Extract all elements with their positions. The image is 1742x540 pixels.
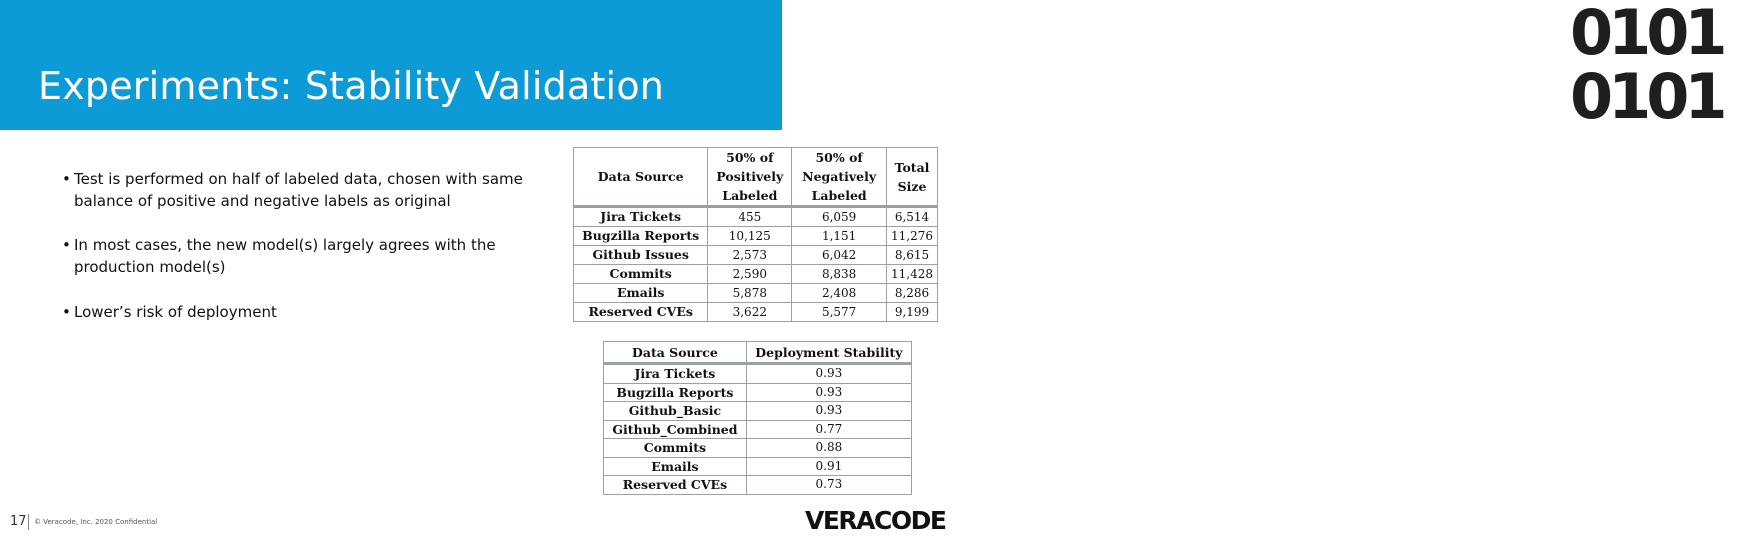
table-cell: 11,276	[887, 227, 938, 246]
table-cell: Emails	[604, 457, 747, 476]
table-cell: 11,428	[887, 265, 938, 284]
table-cell: 3,622	[708, 303, 792, 322]
deployment-stability-table	[603, 341, 912, 495]
table-cell: Github_Basic	[604, 402, 747, 421]
table-row	[574, 284, 938, 303]
table-row	[604, 457, 912, 476]
table-cell: Emails	[574, 284, 708, 303]
confidential-footer: © Veracode, Inc. 2020 Confidential	[34, 518, 158, 526]
table-cell: 0.93	[746, 402, 911, 421]
table-cell: 2,408	[792, 284, 887, 303]
table-cell: Commits	[574, 265, 708, 284]
table-cell: 10,125	[708, 227, 792, 246]
table-row	[604, 402, 912, 421]
table-cell: 5,577	[792, 303, 887, 322]
table-row	[604, 476, 912, 495]
table-cell: 8,838	[792, 265, 887, 284]
dataset-size-table	[573, 147, 938, 322]
table-row	[604, 383, 912, 402]
table-cell: 6,514	[887, 207, 938, 227]
table-cell: Github_Combined	[604, 420, 747, 439]
bullet-item: • In most cases, the new model(s) largely agrees with the production model(s)	[62, 234, 542, 278]
table-row	[604, 364, 912, 384]
column-header: 50% of Positively Labeled	[708, 148, 792, 207]
table-cell: Bugzilla Reports	[574, 227, 708, 246]
table-cell: 0.88	[746, 439, 911, 458]
table-cell: Reserved CVEs	[604, 476, 747, 495]
table-row	[604, 439, 912, 458]
table-cell: 1,151	[792, 227, 887, 246]
table-row	[574, 303, 938, 322]
column-header: Deployment Stability	[746, 342, 911, 364]
table-cell: 6,042	[792, 246, 887, 265]
table-header-row	[574, 148, 938, 207]
table-cell: 455	[708, 207, 792, 227]
bullet-item: • Test is performed on half of labeled data, chosen with same balance of positive and negative labels as original	[62, 168, 542, 212]
table-cell: 2,573	[708, 246, 792, 265]
table-row	[574, 227, 938, 246]
footer-divider	[28, 514, 29, 530]
table-cell: 8,615	[887, 246, 938, 265]
table-header-row	[604, 342, 912, 364]
table-cell: Github Issues	[574, 246, 708, 265]
column-header: 50% of Negatively Labeled	[792, 148, 887, 207]
table-cell: 0.93	[746, 364, 911, 384]
slide-title: Experiments: Stability Validation	[38, 64, 665, 108]
table-cell: 9,199	[887, 303, 938, 322]
table-cell: Reserved CVEs	[574, 303, 708, 322]
column-header: Data Source	[574, 148, 708, 207]
table-row	[574, 265, 938, 284]
column-header: Data Source	[604, 342, 747, 364]
table-cell: 0.73	[746, 476, 911, 495]
binary-logo-line-1: 0101	[1570, 0, 1723, 69]
table-cell: Jira Tickets	[604, 364, 747, 384]
table-row	[604, 420, 912, 439]
table-cell: 0.93	[746, 383, 911, 402]
bullet-item: • Lower’s risk of deployment	[62, 301, 277, 323]
page-number: 17	[10, 514, 27, 529]
table-cell: Commits	[604, 439, 747, 458]
column-header: Total Size	[887, 148, 938, 207]
table-cell: 0.77	[746, 420, 911, 439]
table-cell: 8,286	[887, 284, 938, 303]
table-cell: 6,059	[792, 207, 887, 227]
binary-logo	[782, 0, 1723, 133]
table-row	[574, 246, 938, 265]
table-cell: 2,590	[708, 265, 792, 284]
table-cell: Bugzilla Reports	[604, 383, 747, 402]
veracode-logo: VERACODE	[805, 506, 946, 535]
table-cell: Jira Tickets	[574, 207, 708, 227]
binary-logo-line-2: 0101	[1570, 60, 1723, 133]
table-cell: 5,878	[708, 284, 792, 303]
table-cell: 0.91	[746, 457, 911, 476]
table-row	[574, 207, 938, 227]
